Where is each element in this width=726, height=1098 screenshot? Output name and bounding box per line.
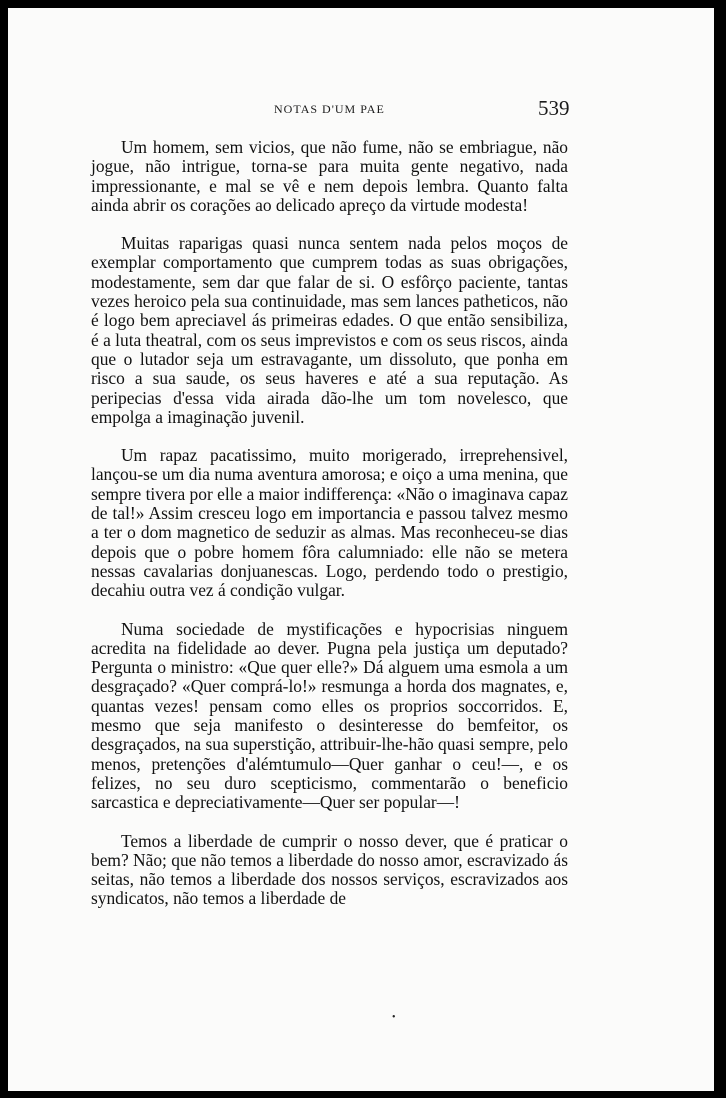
book-page: [8, 8, 714, 1091]
body-text: [91, 138, 568, 909]
paragraph-5: Temos a liberdade de cumprir o nosso dever, que é praticar o bem? Não; que não temos a liberdade do nosso amor, escravizado ás seitas, não temos a liberdade dos nossos serviços, escravizados aos syndicatos, não temos a liberdade de: [91, 830, 568, 909]
paragraph-2: Muitas raparigas quasi nunca sentem nada pelos moços de exemplar comportamento que cumprem todas as suas obrigações, modestamente, sem dar que falar de si. O esfôrço paciente, tantas vezes heroico pela sua continuidade, mas sem lances patheticos, não é logo bem apreciavel ás primeiras edades. O que então sensibiliza, é a luta theatral, com os seus imprevistos e com os seus riscos, ainda que o lutador seja um estravagante, um dissoluto, que ponha em risco a sua saude, os seus haveres e até a sua reputação. As peripecias d'essa vida airada dão-lhe um tom novelesco, que empolga a imaginação juvenil.: [91, 233, 568, 427]
footer-ornament: •: [392, 1012, 396, 1023]
page-number: 539: [538, 96, 570, 120]
paragraph-1: Um homem, sem vicios, que não fume, não se embriague, não jogue, não intrigue, torna-se para muita gente negativo, nada impressionante, e mal se vê e nem depois lembra. Quanto falta ainda abrir os corações ao delicado apreço da virtude modesta!: [91, 137, 568, 215]
paragraph-3: Um rapaz pacatissimo, muito morigerado, irreprehensivel, lançou-se um dia numa aventura amorosa; e oiço a uma menina, que sempre tivera por elle a maior indifferença: «Não o imaginava capaz de tal!» Assim cresceu logo em importancia e passou talvez mesmo a ter o dom magnetico de seduzir as almas. Mas reconheceu-se dias depois que o pobre homem fôra calumniado: elle não se metera nessas cavalarias donjuanescas. Logo, perdendo todo o prestigio, decahiu outra vez á condição vulgar.: [91, 445, 568, 601]
page-header: [8, 96, 714, 122]
running-title: NOTAS D'UM PAE: [274, 102, 385, 116]
paragraph-4: Numa sociedade de mystificações e hypocrisias ninguem acredita na fidelidade ao dever. Pugna pela justiça um deputado? Pergunta o ministro: «Que quer elle?» Dá alguem uma esmola a um desgraçado? «Quer comprá-lo!» resmunga a horda dos magnates, e, quantas vezes! pensam como elles os proprios soccorridos. E, mesmo que seja manifesto o desinteresse do bemfeitor, os desgraçados, na sua superstição, attribuir-lhe-hão quasi sempre, pelo menos, pretenções d'alémtumulo—Quer ganhar o ceu!—, e os felizes, no seu duro scepticismo, commentarão o beneficio sarcastica e depreciativamente—Quer ser popular—!: [91, 618, 568, 813]
